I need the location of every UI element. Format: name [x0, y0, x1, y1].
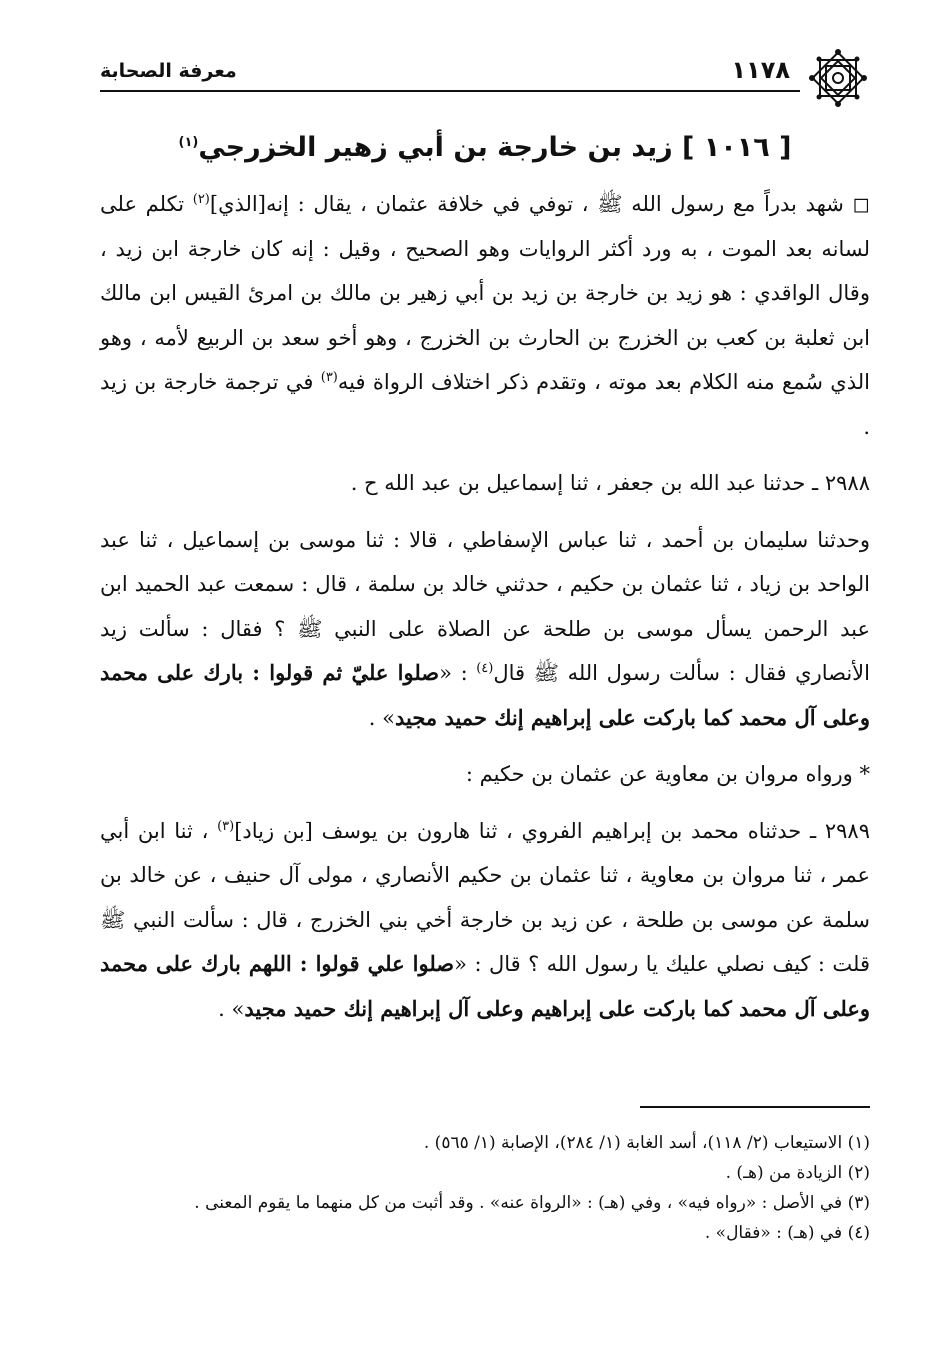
footnote-rule	[640, 1106, 870, 1108]
page-number: ١١٧٨	[731, 56, 790, 84]
hadith-2988-isnad: ٢٩٨٨ ـ حدثنا عبد الله بن جعفر ، ثنا إسماعيل بن عبد الله ح .	[350, 471, 870, 495]
hadith-matn: صلوا علي قولوا : اللهم بارك على محمد وعلى آل محمد كما باركت على إبراهيم وعلى آل إبراهيم إنك حميد مجيد	[100, 951, 870, 1021]
footnote: (٢) الزيادة من (هـ) .	[725, 1163, 870, 1183]
paragraph-text: » .	[218, 996, 245, 1021]
paragraph-text: تكلم على لسانه بعد الموت ، به ورد أكثر الروايات وهو الصحيح ، وقيل : إنه كان خارجة ابن زيد ، وقال الواقدي : هو زيد بن خارجة بن زيد بن أبي زهير بن مالك بن امرئ القيس ابن مالك ابن ثعلبة بن كعب بن الخزرج بن الحارث بن الخزرج ، وهو أخو سعد بن الربيع لأمه ، وهو الذي سُمع منه الكلام بعد موته ، وتقدم ذكر اختلاف الرواة فيه	[100, 192, 871, 394]
footnote-ref: (٢)	[192, 192, 210, 207]
footnotes	[100, 1128, 870, 1248]
header-rule	[100, 90, 800, 92]
page-header	[100, 52, 870, 102]
footnote-ref: (٤)	[476, 661, 494, 676]
paragraph-text: ٢٩٨٩ ـ حدثناه محمد بن إبراهيم الفروي ، ثنا هارون بن يوسف [بن زياد]	[234, 818, 870, 843]
hadith-2988-text	[100, 518, 870, 741]
narration-note: * ورواه مروان بن معاوية عن عثمان بن حكيم :	[465, 762, 870, 786]
footnote-ref: (١)	[178, 135, 199, 150]
footnote-ref: (٣)	[217, 818, 235, 834]
footnote-ref: (٣)	[320, 370, 338, 385]
paragraph-text: وحدثنا سليمان بن أحمد ، ثنا عباس الإسفاطي ، قالا : ثنا موسى بن إسماعيل ، ثنا عبد الواحد بن زياد ، ثنا عثمان بن حكيم ، حدثني خالد بن سلمة ، قال : سمعت عبد الحميد ابن عبد الرحمن يسأل موسى بن طلحة عن الصلاة على النبي ﷺ ؟ فقال : سألت زيد الأنصاري فقال : سألت رسول الله ﷺ قال	[100, 527, 870, 685]
paragraph-text: » .	[368, 705, 395, 730]
footnote: (١) الاستيعاب (٢/ ١١٨)، أسد الغابة (١/ ٢٨٤)، الإصابة (١/ ٥٦٥) .	[423, 1133, 870, 1153]
hadith-matn: صلوا عليّ ثم قولوا : بارك على محمد وعلى آل محمد كما باركت على إبراهيم إنك حميد مجيد	[100, 660, 870, 730]
entry-number: [ ١٠١٦ ]	[682, 132, 792, 163]
footnote: (٣) في الأصل : «رواه فيه» ، وفي (هـ) : «الرواة عنه» . وقد أثبت من كل منهما ما يقوم المعنى .	[194, 1193, 870, 1213]
paragraph-text: : «	[439, 661, 477, 685]
paragraph-text: ◻ شهد بدراً مع رسول الله ﷺ ، توفي في خلافة عثمان ، يقال : إنه[الذي]	[209, 192, 870, 216]
paragraph-text: في ترجمة خارجة بن زيد .	[100, 370, 870, 439]
octagram-ornament-icon	[806, 46, 870, 110]
hadith-2989-text	[100, 809, 870, 1032]
main-text	[100, 120, 870, 1031]
entry-name: زيد بن خارجة بن أبي زهير الخزرجي	[198, 132, 673, 163]
paragraph-text: ، ثنا ابن أبي عمر ، ثنا مروان بن معاوية ، ثنا عثمان بن حكيم الأنصاري ، مولى آل حنيف ، عن خالد بن سلمة عن موسى بن طلحة ، عن زيد بن خارجة أخي بني الخزرج ، قال : سألت النبي ﷺ قلت : كيف نصلي عليك يا رسول الله ؟ قال : «	[100, 818, 871, 976]
running-title: معرفة الصحابة	[100, 60, 237, 82]
entry-title	[100, 128, 870, 168]
biography-paragraph	[100, 182, 870, 449]
footnote: (٤) في (هـ) : «فقال» .	[704, 1223, 870, 1243]
